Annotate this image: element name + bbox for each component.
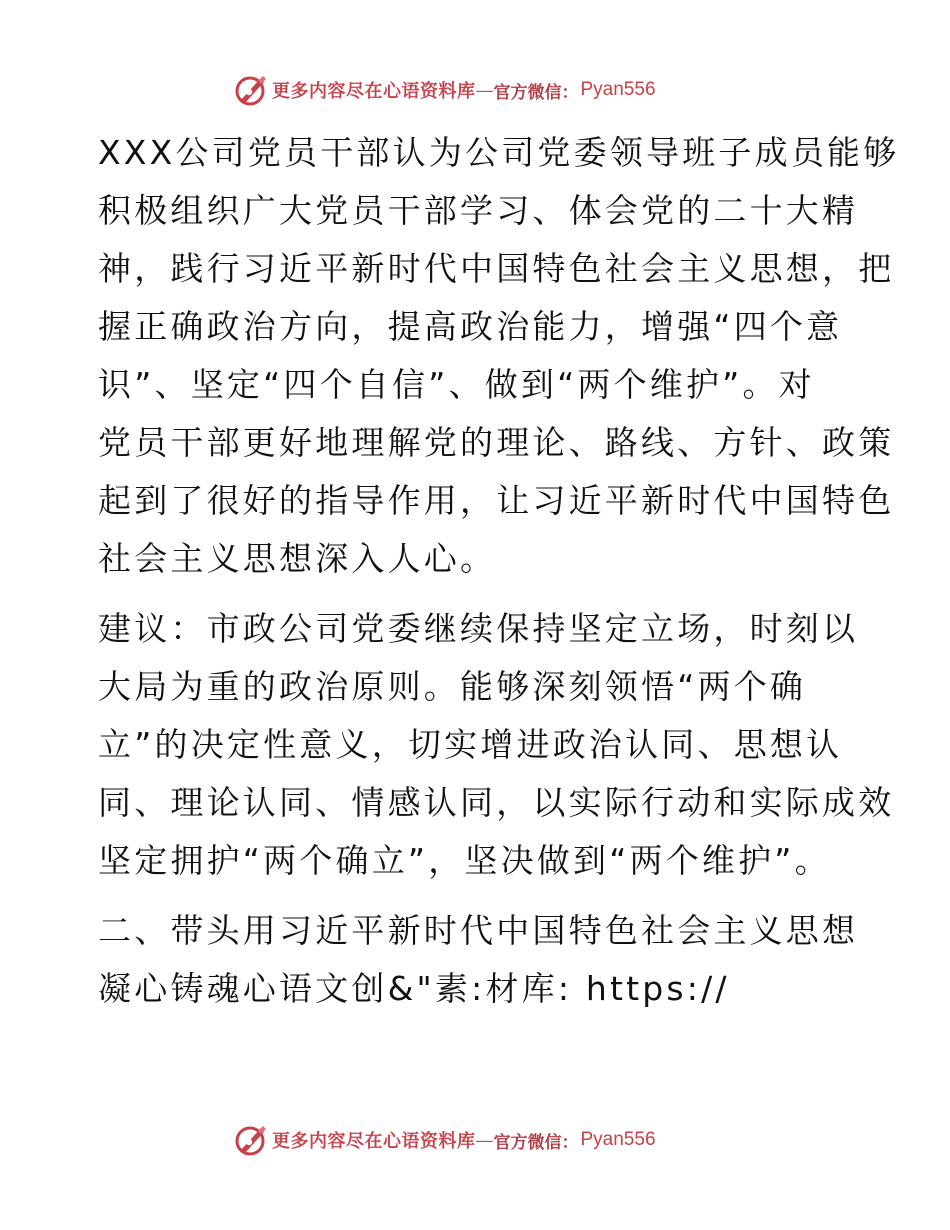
- header-watermark: [234, 72, 656, 108]
- pen-circle-logo-icon: [234, 1123, 268, 1157]
- footer-wechat-label: 官方微信：: [493, 1132, 579, 1153]
- text-line: 识”、坚定“四个自信”、做到“两个维护”。对: [98, 365, 815, 404]
- header-dash: —: [475, 79, 494, 101]
- text-line: 大局为重的政治原则。能够深刻领悟“两个确: [98, 667, 807, 706]
- text-line: 二、带头用习近平新时代中国特色社会主义思想: [98, 911, 859, 950]
- text-line: 神，践行习近平新时代中国特色社会主义思想，把: [98, 249, 895, 288]
- paragraph-1: [98, 124, 900, 588]
- text-line: 坚定拥护“两个确立”，坚决做到“两个维护”。: [98, 841, 831, 880]
- footer-dash: —: [475, 1129, 494, 1151]
- paragraph-2: [98, 600, 895, 890]
- header-wechat-label: 官方微信：: [493, 82, 579, 103]
- text-line: 凝心铸魂心语文创&"素:材库: https://: [98, 969, 730, 1008]
- text-line: 同、理论认同、情感认同，以实际行动和实际成效: [98, 783, 895, 822]
- text-line: 社会主义思想深入人心。: [98, 539, 497, 578]
- text-line: 握正确政治方向，提高政治能力，增强“四个意: [98, 307, 843, 346]
- text-line: 立”的决定性意义，切实增进政治认同、思想认: [98, 725, 843, 764]
- header-watermark-text: 更多内容尽在心语资料库: [272, 81, 476, 102]
- text-line: 起到了很好的指导作用，让习近平新时代中国特色: [98, 481, 895, 520]
- text-line: 党员干部更好地理解党的理论、路线、方针、政策: [98, 423, 895, 462]
- text-line: XXX公司党员干部认为公司党委领导班子成员能够: [98, 133, 900, 172]
- document-body: [98, 124, 900, 1030]
- footer-watermark: [234, 1122, 656, 1158]
- header-wechat-id: Pyan556: [580, 79, 656, 100]
- pen-circle-logo-icon: [234, 73, 268, 107]
- text-line: 积极组织广大党员干部学习、体会党的二十大精: [98, 191, 859, 230]
- text-line: 建议：市政公司党委继续保持坚定立场，时刻以: [98, 609, 859, 648]
- footer-watermark-text: 更多内容尽在心语资料库: [272, 1131, 476, 1152]
- footer-wechat-id: Pyan556: [580, 1129, 656, 1150]
- paragraph-3: [98, 902, 858, 1018]
